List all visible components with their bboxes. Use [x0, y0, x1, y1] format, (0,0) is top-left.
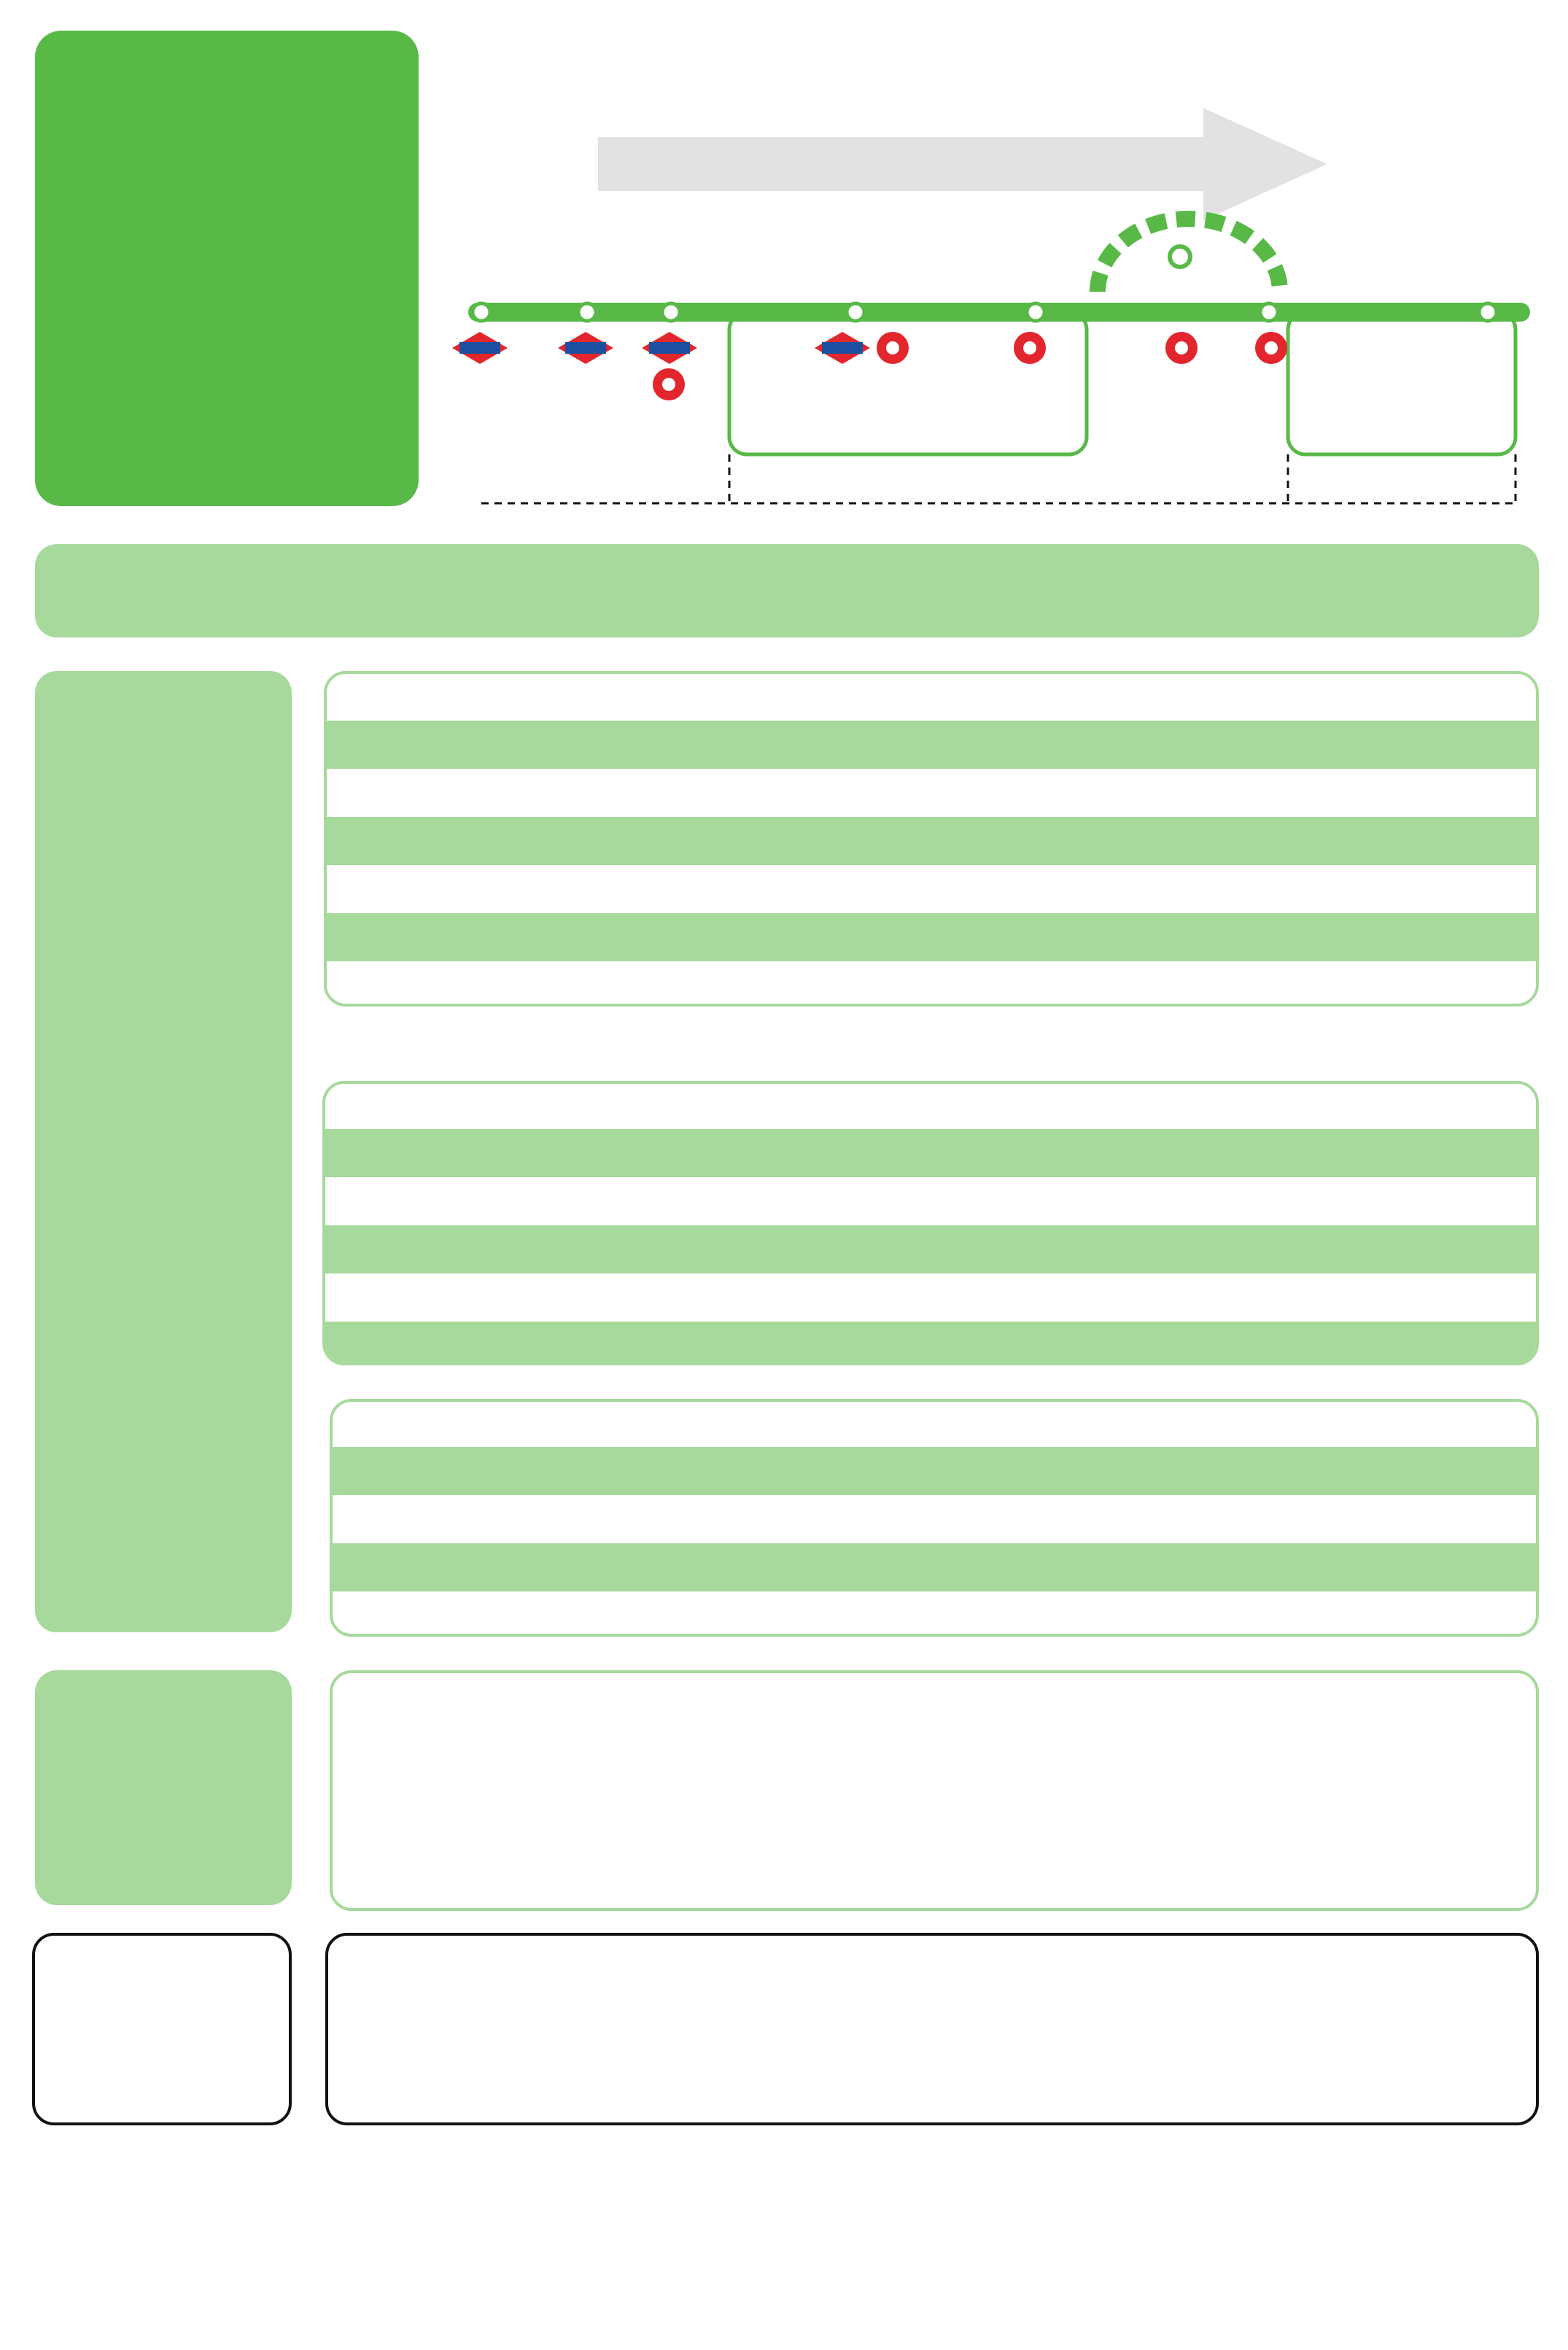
stop-dot-aeropuerto: [662, 303, 680, 321]
schedule-row: [325, 1177, 1536, 1225]
note-item: [360, 1961, 366, 1991]
metro-icon: [558, 332, 613, 364]
cercanias-icon: [877, 332, 909, 364]
cercanias-icon: [1165, 332, 1198, 364]
schedule-sep-jun: [324, 671, 1539, 1007]
stop-dot-logrono: [578, 303, 596, 321]
stop-dot-goloso: [1260, 303, 1278, 321]
metro-icon: [452, 332, 508, 364]
university-stop-icon: [1170, 247, 1190, 267]
schedule-row: [327, 817, 1536, 865]
cercanias-icon: [1255, 332, 1287, 364]
weekday-panel: [35, 671, 292, 1632]
zone-tres-cantos-box: [1288, 312, 1515, 454]
stop-dot-m616: [1027, 303, 1044, 321]
schedule-weekend: [330, 1670, 1539, 1911]
schedule-row: [333, 1495, 1536, 1543]
route-diagram-graphic: [408, 29, 1546, 525]
fare-zone-lines: [481, 454, 1515, 503]
notes-title-box: [32, 1933, 292, 2125]
note-item: [360, 2079, 366, 2109]
metro-icon: [642, 332, 697, 364]
schedule-row: [325, 1225, 1536, 1273]
schedule-row: [333, 1543, 1536, 1591]
route-diagram: [408, 29, 1546, 525]
schedule-row: [325, 1129, 1536, 1177]
notes-list: [325, 1933, 1539, 2125]
route-badge: [35, 31, 419, 506]
stop-dot-marques: [847, 303, 864, 321]
cercanias-icon: [1014, 332, 1046, 364]
schedule-july: [322, 1081, 1539, 1365]
schedule-header: [35, 544, 1539, 637]
schedule-row: [327, 769, 1536, 817]
schedule-row: [325, 1322, 1536, 1365]
schedule-row: [333, 1591, 1536, 1637]
weekend-panel: [35, 1670, 292, 1905]
cercanias-icon: [653, 368, 685, 400]
schedule-row: [333, 1447, 1536, 1495]
schedule-august: [330, 1399, 1539, 1637]
schedule-row: [325, 1273, 1536, 1322]
schedule-row: [327, 913, 1536, 961]
direction-arrow: [598, 108, 1327, 220]
schedule-row: [327, 865, 1536, 913]
note-item: [360, 2000, 366, 2031]
stop-dot-tres-cantos: [1479, 303, 1497, 321]
note-item: [360, 2039, 366, 2070]
stop-dot-madrid: [473, 303, 490, 321]
schedule-row: [327, 721, 1536, 769]
